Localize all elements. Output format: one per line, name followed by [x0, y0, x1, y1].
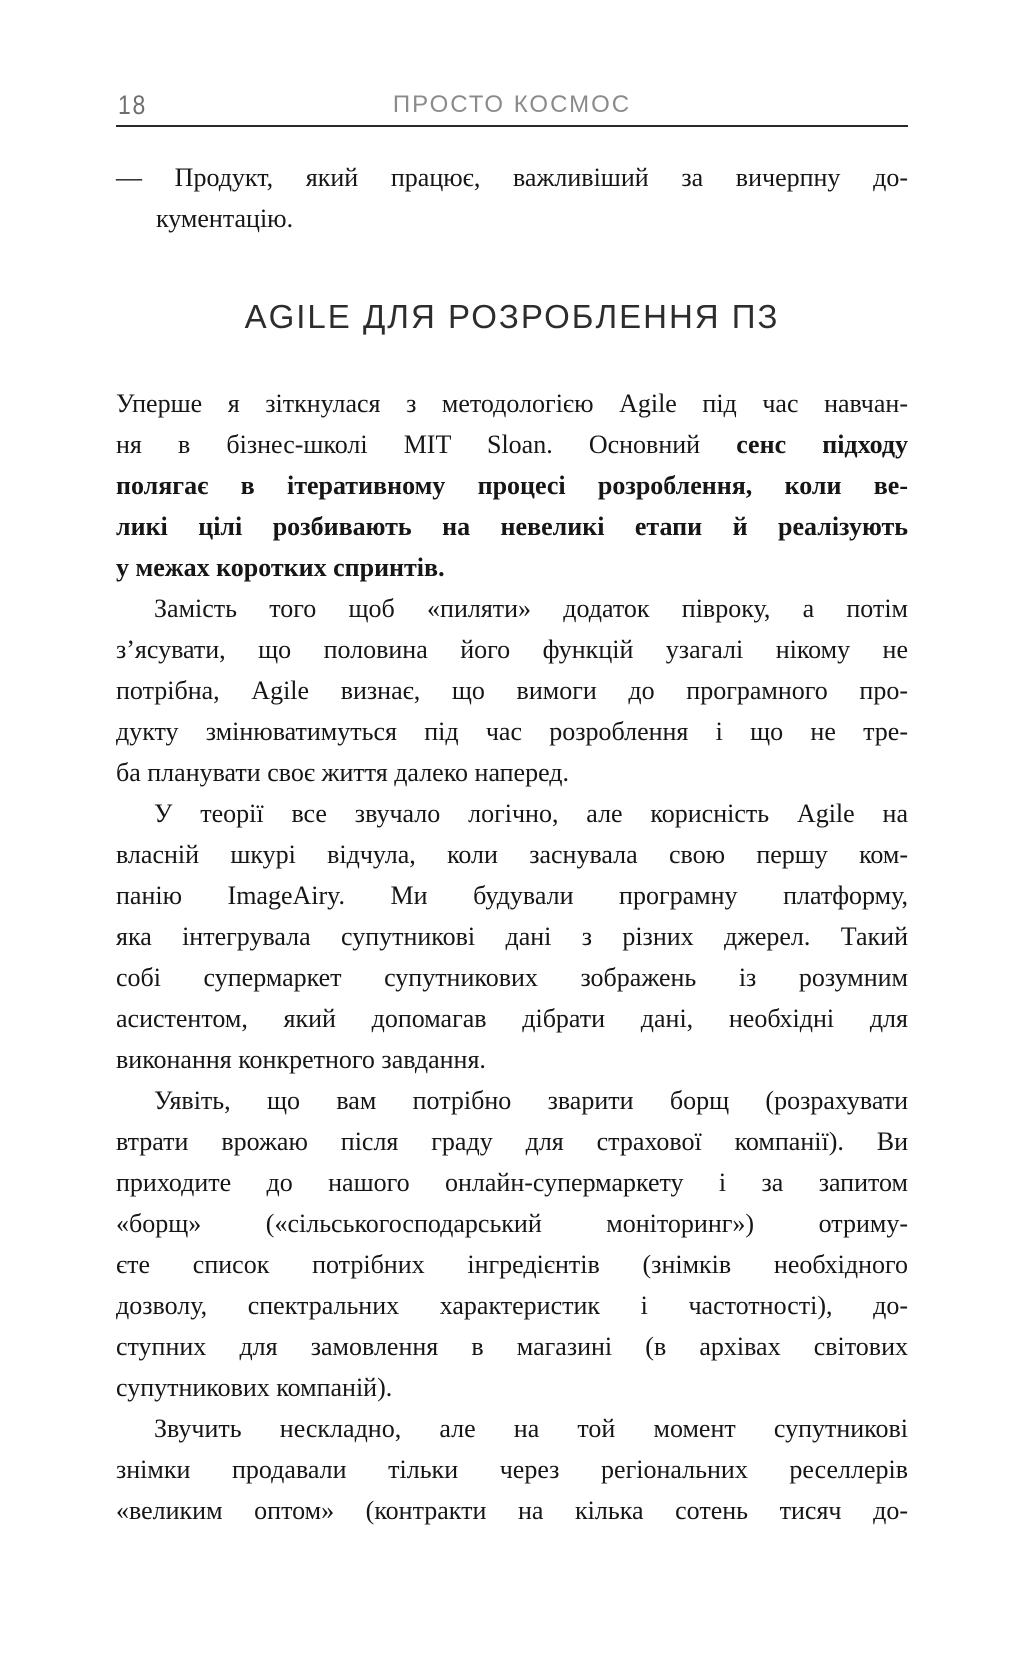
text-line — [116, 1080, 908, 1121]
text-line — [116, 711, 908, 752]
text-run: втрати врожаю після граду для страхової компанії). Ви — [116, 1127, 908, 1156]
text-line — [116, 1326, 908, 1367]
paragraph — [116, 588, 908, 793]
text-line — [116, 957, 908, 998]
text-run: дозволу, спектральних характеристик і частотності), до- — [116, 1291, 908, 1320]
text-line — [116, 1408, 908, 1449]
bold-text-run: у межах коротких спринтів. — [116, 553, 445, 582]
text-line — [116, 157, 908, 198]
text-line — [116, 1039, 908, 1080]
text-run: приходите до нашого онлайн-супермаркету і за запитом — [116, 1168, 908, 1197]
text-line — [116, 1285, 908, 1326]
text-run: ступних для замовлення в магазині (в архівах світових — [116, 1332, 908, 1361]
text-line — [116, 506, 908, 547]
text-line — [116, 1121, 908, 1162]
text-line — [116, 793, 908, 834]
text-line — [116, 588, 908, 629]
bold-text-run: сенс підходу — [736, 430, 909, 459]
text-run: виконання конкретного завдання. — [116, 1045, 486, 1074]
text-line — [116, 424, 908, 465]
text-run: Уперше я зіткнулася з методологією Agile під час навчан- — [116, 389, 908, 418]
text-run: ня в бізнес-школі MIT Sloan. Основний — [116, 430, 737, 459]
text-block — [116, 383, 908, 1531]
bold-text-run: ликі цілі розбивають на невеликі етапи й реалізують — [116, 512, 908, 541]
text-line — [116, 1449, 908, 1490]
text-line — [116, 834, 908, 875]
text-run: Звучить нескладно, але на той момент супутникові — [154, 1414, 908, 1443]
text-run: яка інтегрувала супутникові дані з різних джерел. Такий — [116, 922, 908, 951]
page-number: 18 — [118, 90, 147, 120]
text-run: потрібна, Agile визнає, що вимоги до програмного про- — [116, 676, 908, 705]
text-run: Замість того щоб «пиляти» додаток півроку, а потім — [154, 594, 908, 623]
text-line — [116, 752, 908, 793]
text-line — [116, 1490, 908, 1531]
text-run: — Продукт, який працює, важливіший за вичерпну до- — [116, 163, 908, 192]
text-run: «борщ» («сільськогосподарський моніторинг») отриму- — [116, 1209, 908, 1238]
text-run: У теорії все звучало логічно, але корисність Agile на — [154, 799, 908, 828]
text-line — [116, 629, 908, 670]
text-line — [116, 1203, 908, 1244]
running-title: ПРОСТО КОСМОС — [392, 91, 632, 118]
text-line — [116, 1367, 908, 1408]
header-rule — [116, 125, 908, 127]
text-line — [116, 465, 908, 506]
text-run: власній шкурі відчула, коли заснувала свою першу ком- — [116, 840, 908, 869]
text-line — [116, 198, 908, 239]
text-line — [116, 547, 908, 588]
text-run: дукту змінюватимуться під час розроблення і що не тре- — [116, 717, 908, 746]
text-run: панію ImageAiry. Ми будували програмну платформу, — [116, 881, 908, 910]
text-line — [116, 383, 908, 424]
text-line — [116, 670, 908, 711]
quote-paragraph-block — [116, 157, 908, 239]
text-line — [116, 998, 908, 1039]
paragraph — [116, 793, 908, 1080]
text-line — [116, 1162, 908, 1203]
text-run: асистентом, який допомагав дібрати дані, необхідні для — [116, 1004, 908, 1033]
text-run: знімки продавали тільки через регіональних реселлерів — [116, 1455, 908, 1484]
text-run: єте список потрібних інгредієнтів (знімків необхідного — [116, 1250, 908, 1279]
paragraph — [116, 157, 908, 239]
text-run: супутникових компаній). — [116, 1373, 393, 1402]
page-header — [116, 90, 908, 120]
paragraph — [116, 383, 908, 588]
text-line — [116, 1244, 908, 1285]
text-line — [116, 875, 908, 916]
section-heading: AGILE ДЛЯ РОЗРОБЛЕННЯ ПЗ — [244, 298, 780, 335]
book-page — [0, 90, 1024, 1531]
text-run: «великим оптом» (контракти на кілька сотень тисяч до- — [116, 1496, 908, 1525]
text-run: з’ясувати, що половина його функцій узагалі нікому не — [116, 635, 908, 664]
paragraph — [116, 1080, 908, 1408]
text-run: кументацію. — [156, 204, 294, 233]
text-line — [116, 916, 908, 957]
bold-text-run: полягає в ітеративному процесі розроблення, коли ве- — [116, 471, 908, 500]
text-run: Уявіть, що вам потрібно зварити борщ (розрахувати — [154, 1086, 908, 1115]
text-run: собі супермаркет супутникових зображень із розумним — [116, 963, 908, 992]
paragraph — [116, 1408, 908, 1531]
text-run: ба планувати своє життя далеко наперед. — [116, 758, 570, 787]
